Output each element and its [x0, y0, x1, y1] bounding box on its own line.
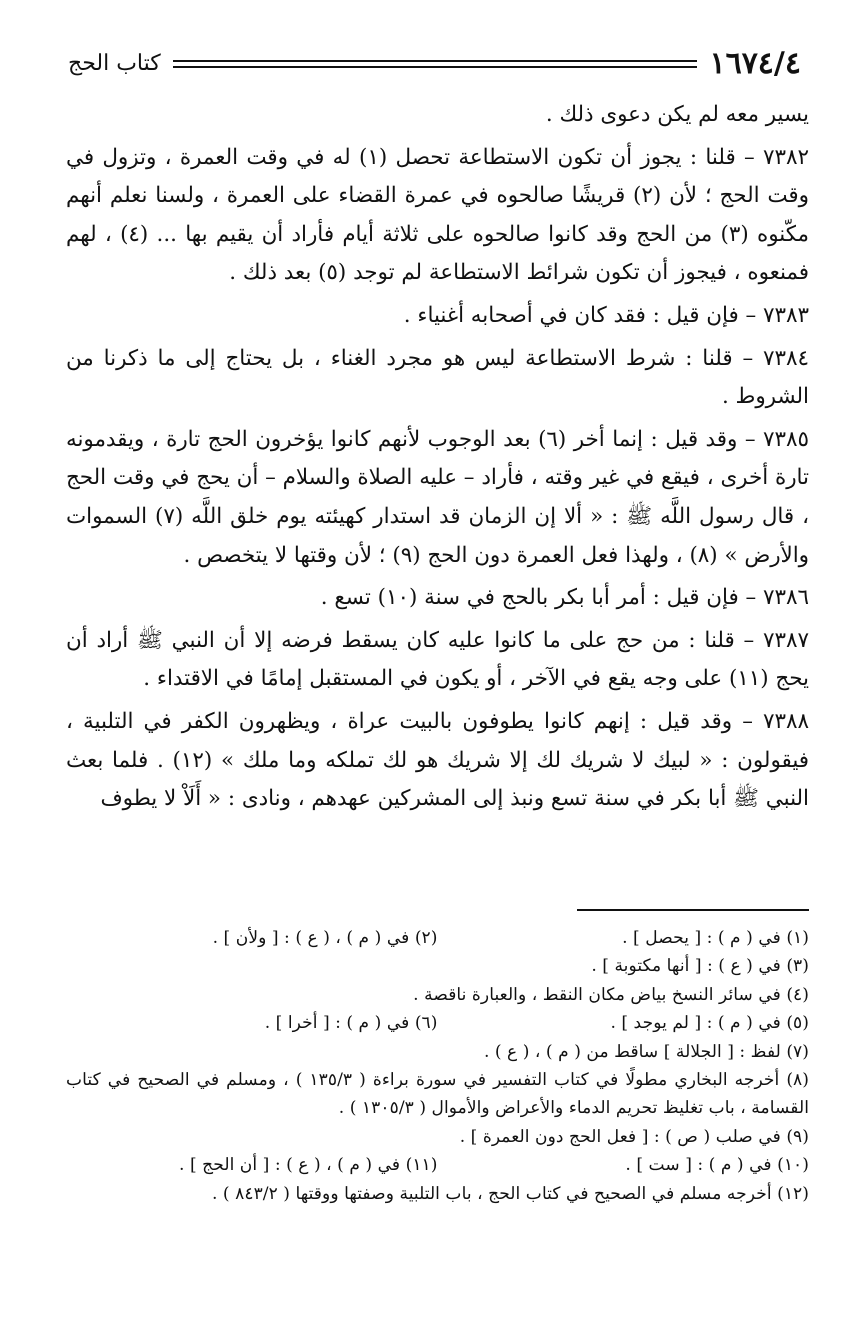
footnote-row [66, 1009, 809, 1037]
footnote-4: (٤) في سائر النسخ بياض مكان النقط ، والعبارة ناقصة . [413, 984, 809, 1005]
footnote-3: (٣) في ( ع ) : [ أنها مكتوبة ] . [591, 956, 809, 977]
page-number: ١٦٧٤/٤ [709, 46, 801, 81]
footnote-separator [577, 909, 809, 911]
footnote-7: (٧) لفظ : [ الجلالة ] ساقط من ( م ) ، ( ع ) . [483, 1041, 809, 1062]
footnote-10: (١٠) في ( م ) : [ ست ] . [625, 1155, 809, 1176]
footnote-12: (١٢) أخرجه مسلم في الصحيح في كتاب الحج ، باب التلبية وصفتها ووقتها ( ٨٤٣/٢ ) . [212, 1183, 809, 1204]
footnote-9: (٩) في صلب ( ص ) : [ فعل الحج دون العمرة ] . [459, 1126, 809, 1147]
footnote-1: (١) في ( م ) : [ يحصل ] . [622, 928, 809, 948]
footnote-8: (٨) أخرجه البخاري مطولًا في كتاب التفسير في سورة براءة ( ١٣٥/٣ ) ، ومسلم في الصحيح في كتاب القسامة ، باب تغليظ تحريم الدماء والأعراض والأموال ( ١٣٠٥/٣ ) . [66, 1070, 809, 1119]
paragraph-7384: ٧٣٨٤ – قلنا : شرط الاستطاعة ليس هو مجرد الغناء ، بل يحتاج إلى ما ذكرنا من الشروط . [66, 345, 809, 410]
book-title: كتاب الحج [68, 51, 161, 76]
footnote-6: (٦) في ( م ) : [ أخرا ] . [264, 1013, 438, 1034]
paragraph-7387: ٧٣٨٧ – قلنا : من حج على ما كانوا عليه كان يسقط فرضه إلا أن النبي ﷺ أراد أن يحج (١١) على وجه يقع في الآخر ، أو يكون في المستقبل إمامًا في الاقتداء . [66, 627, 809, 692]
paragraph-7386: ٧٣٨٦ – فإن قيل : أمر أبا بكر بالحج في سنة (١٠) تسع . [320, 585, 809, 611]
main-text [66, 96, 809, 823]
paragraph-7382: ٧٣٨٢ – قلنا : يجوز أن تكون الاستطاعة تحصل (١) له في وقت العمرة ، وتزول في وقت الحج ؛ لأن (٢) قريشًا صالحوه في عمرة القضاء على العمرة ، ولسنا نعلم أنهم مكّنوه (٣) من الحج وقد كانوا صالحوه على ثلاثة أيام فأراد أن يقيم بها ... (٤) ، لهم فمنعوه ، فيجوز أن تكون شرائط الاستطاعة لم توجد (٥) بعد ذلك . [66, 144, 809, 286]
paragraph-7385: ٧٣٨٥ – وقد قيل : إنما أخر (٦) بعد الوجوب لأنهم كانوا يؤخرون الحج تارة ، ويقدمونه تارة أخرى ، فيقع في غير وقته ، فأراد – عليه الصلاة والسلام – أن يحج في وقت الحج ، قال رسول اللَّه ﷺ : « ألا إن الزمان قد استدار كهيئته يوم خلق اللَّه (٧) السموات والأرض » (٨) ، ولهذا فعل العمرة دون الحج (٩) ؛ لأن وقتها لا يتخصص . [66, 426, 810, 568]
footnotes [66, 924, 809, 1208]
paragraph-7388: ٧٣٨٨ – وقد قيل : إنهم كانوا يطوفون بالبيت عراة ، ويظهرون الكفر في التلبية ، فيقولون : « لبيك لا شريك لك إلا شريك هو لك تملكه وما ملك » (١٢) . فلما بعث النبي ﷺ أبا بكر في سنة تسع ونبذ إلى المشركين عهدهم ، ونادى : « أَلَاْ لا يطوف [66, 708, 809, 812]
page-header [68, 44, 801, 84]
paragraph-continuation: يسير معه لم يكن دعوى ذلك . [545, 102, 809, 127]
footnote-2: (٢) في ( م ) ، ( ع ) : [ ولأن ] . [212, 928, 438, 948]
footnote-row [66, 1151, 809, 1179]
paragraph-7383: ٧٣٨٣ – فإن قيل : فقد كان في أصحابه أغنياء . [403, 302, 809, 328]
header-double-rule [173, 60, 698, 68]
footnote-5: (٥) في ( م ) : [ لم يوجد ] . [610, 1013, 809, 1034]
footnote-11: (١١) في ( م ) ، ( ع ) : [ أن الحج ] . [179, 1155, 438, 1176]
footnote-row [66, 924, 809, 952]
